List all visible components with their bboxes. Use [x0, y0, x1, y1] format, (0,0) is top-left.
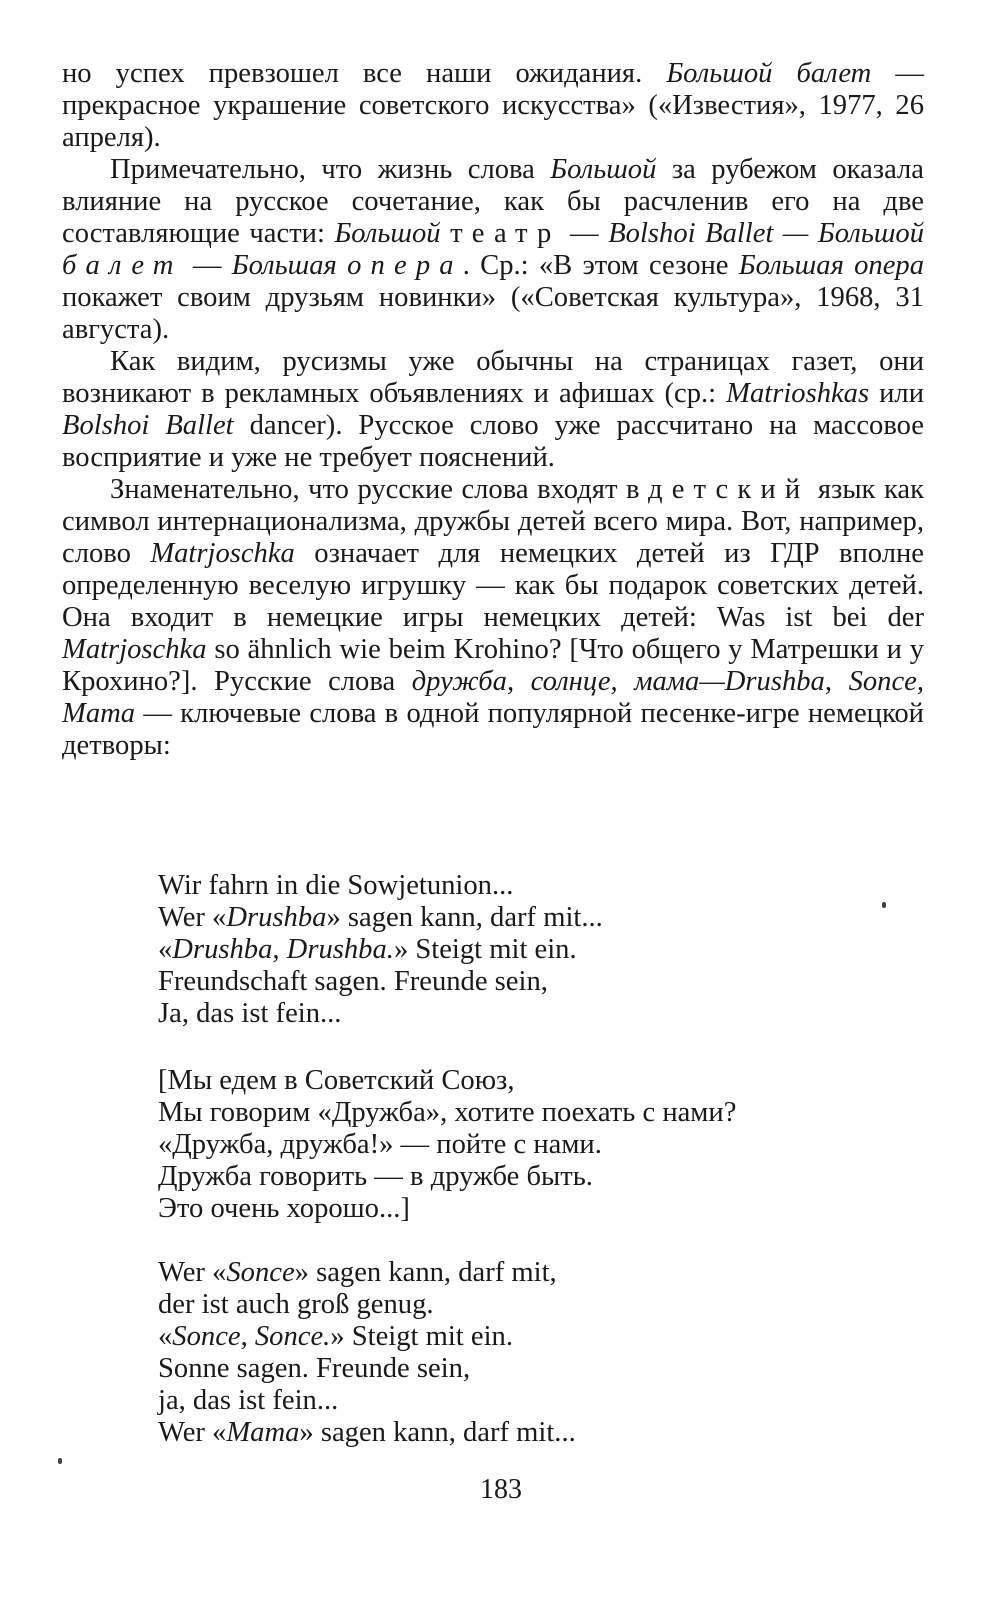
- italic-run: Matrjoschka: [150, 538, 295, 569]
- text-run: за рубежом оказала влияние на русское сочетание, как бы расчленив его на две составляющие части:: [62, 154, 924, 249]
- italic-run: Sonce: [226, 1257, 295, 1288]
- verse-line: «Дружба, дружба!» — пойте с нами.: [158, 1129, 602, 1160]
- verse-line: Sonne sagen. Freunde sein,: [158, 1353, 471, 1384]
- spaced-italic-run: балет: [62, 250, 183, 281]
- text-run: » sagen kann, darf mit,: [294, 1257, 557, 1288]
- text-run: — ключевые слова в одной популярной песенке-игре немецкой детворы:: [62, 698, 924, 761]
- text-run: » sagen kann, darf mit...: [326, 902, 603, 933]
- paragraph-3: [62, 346, 924, 474]
- verse-line: [158, 1417, 918, 1449]
- text-run: dancer). Русское слово уже рассчитано на массовое восприятие и уже не требует пояснений.: [62, 410, 924, 473]
- text-run: Wer «: [158, 1417, 227, 1448]
- italic-run: Большая опера: [738, 250, 924, 281]
- verse-line: [Мы едем в Советский Союз,: [158, 1065, 515, 1096]
- text-run: но успех превзошел все наши ожидания.: [62, 58, 667, 89]
- text-run: Примечательно, что жизнь слова: [110, 154, 551, 185]
- verse-line: [158, 934, 918, 966]
- italic-run: Matrioshkas: [726, 378, 870, 409]
- verse-german-2: [158, 1257, 918, 1449]
- text-run: ,: [824, 666, 849, 697]
- text-run: Wer «: [158, 1257, 227, 1288]
- italic-run: Drushba: [226, 902, 327, 933]
- text-run: язык как символ интернационализма, дружбы детей всего мира. Вот, например, слово: [62, 474, 924, 569]
- page-number: 183: [480, 1474, 522, 1505]
- italic-run: Большой: [550, 154, 657, 185]
- text-run: Как видим, русизмы уже обычны на страницах газет, они возникают в рекламных объявлениях и афишах (ср.:: [62, 346, 924, 409]
- italic-run: Mama: [62, 698, 136, 729]
- paragraph-4: [62, 474, 924, 762]
- paragraph-2: [62, 154, 924, 346]
- italic-run: Sonce: [848, 666, 917, 697]
- verse-line: Это очень хорошо...]: [158, 1193, 410, 1224]
- italic-run: Большая: [231, 250, 337, 281]
- paragraph-1: [62, 58, 924, 154]
- verse-line: Мы говорим «Дружба», хотите поехать с нами?: [158, 1097, 737, 1128]
- spaced-run: театр: [450, 218, 561, 249]
- text-run: покажет своим друзьям новинки» («Советская культура», 1968, 31 августа).: [62, 282, 924, 345]
- italic-run: Bolshoi Ballet — Большой: [608, 218, 925, 249]
- print-speck: [882, 902, 886, 908]
- text-run: «: [158, 1321, 173, 1352]
- text-run: » sagen kann, darf mit...: [299, 1417, 576, 1448]
- verse-line: Freundschaft sagen. Freunde sein,: [158, 966, 548, 997]
- italic-run: Drushba, Drushba.: [172, 934, 394, 965]
- text-run: — прекрасное украшение советского искусства» («Известия», 1977, 26 апреля).: [62, 58, 924, 153]
- verse-line: [158, 902, 918, 934]
- text-run: означает для немецких детей из ГДР вполне определенную веселую игрушку — как бы подарок советских детей. Она входит в немецкие игры немецких детей: Was ist bei der: [62, 538, 924, 633]
- italic-run: Большой: [334, 218, 441, 249]
- text-run: или: [869, 378, 924, 409]
- italic-run: Matrjoschka: [62, 634, 207, 665]
- italic-run: Большой балет: [666, 58, 872, 89]
- verse-line: Дружба говорить — в дружбе быть.: [158, 1161, 593, 1192]
- italic-run: дружба, солнце, мама—Drushba: [411, 666, 825, 697]
- text-run: —: [182, 250, 232, 281]
- italic-run: Sonce, Sonce.: [172, 1321, 331, 1352]
- text-run: Знаменательно, что русские слова входят в: [110, 474, 648, 505]
- text-run: » Steigt mit ein.: [393, 934, 577, 965]
- italic-run: Mama: [226, 1417, 300, 1448]
- spaced-italic-run: опера: [347, 250, 463, 281]
- print-speck: [58, 1458, 62, 1464]
- italic-run: Bolshoi Ballet: [62, 410, 234, 441]
- text-run: . Ср.: «В этом сезоне: [462, 250, 739, 281]
- text-run: » Steigt mit ein.: [330, 1321, 513, 1352]
- verse-german-1: [158, 870, 918, 1030]
- verse-russian-translation: [158, 1065, 918, 1225]
- verse-line: ja, das ist fein...: [158, 1385, 339, 1416]
- text-run: ,: [916, 666, 924, 697]
- verse-line: Ja, das ist fein...: [158, 998, 342, 1029]
- text-run: so ähnlich wie beim Krohino? [Что общего у Матрешки и у Крохино?]. Русские слова: [62, 634, 924, 697]
- body-text: [62, 58, 924, 762]
- verse-line: [158, 1321, 918, 1353]
- text-run: —: [560, 218, 609, 249]
- text-run: «: [158, 934, 173, 965]
- spaced-run: детский: [648, 474, 810, 505]
- verse-line: Wir fahrn in die Sowjetunion...: [158, 870, 514, 901]
- verse-line: [158, 1257, 918, 1289]
- verse-line: der ist auch groß genug.: [158, 1289, 434, 1320]
- text-run: Wer «: [158, 902, 227, 933]
